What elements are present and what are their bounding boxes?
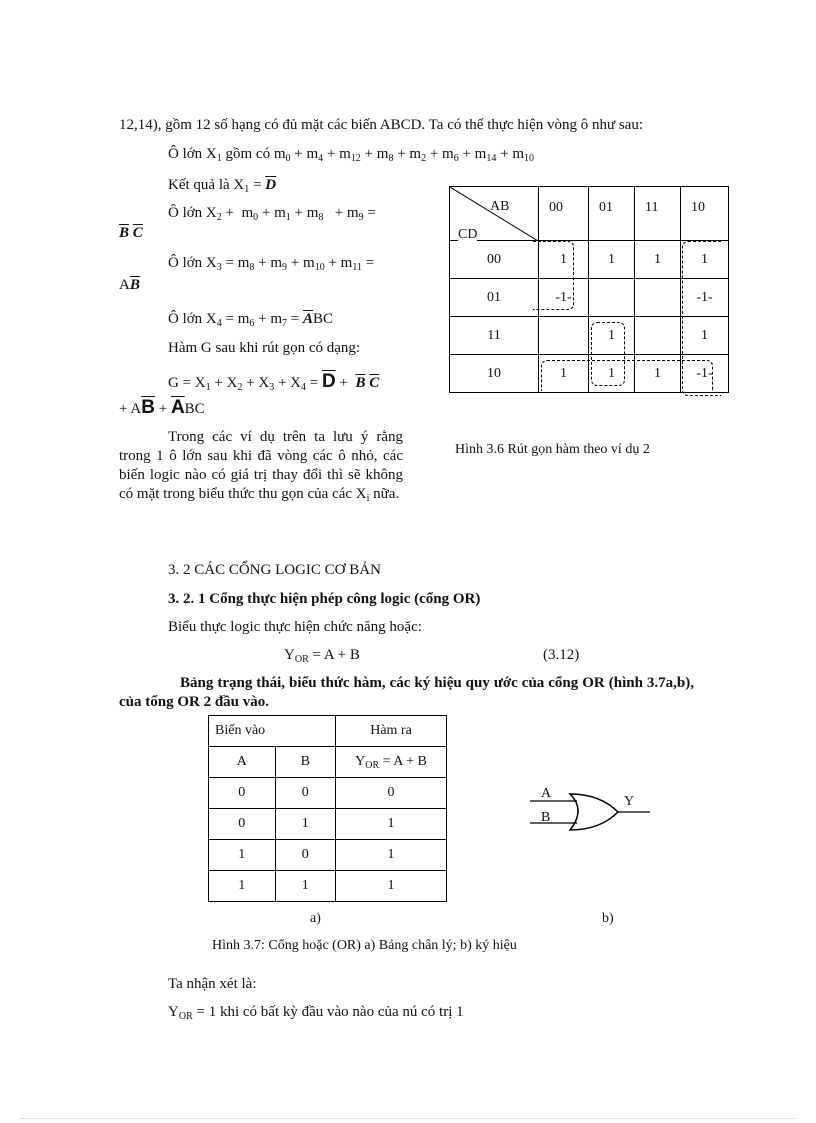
result-line: Kết quả là $X_1 = \overline{D}$	[168, 177, 277, 195]
table-cell: 0	[336, 778, 447, 809]
col-b-header: B	[275, 747, 335, 778]
label-b: b)	[602, 911, 614, 926]
kmap-cell: 1	[589, 355, 635, 393]
kmap-row-header: 10	[450, 355, 539, 393]
col-y-header: $Y_{OR} = A + B$	[336, 747, 447, 778]
inputs-header: Biến vào	[209, 716, 336, 747]
expression-intro: Biểu thực logic thực hiện chức năng hoặc:	[168, 619, 422, 635]
kmap-cell	[635, 279, 681, 317]
subsection-heading: 3. 2. 1 Cổng thực hiện phép công logic (cổng OR)	[168, 591, 481, 607]
remark: Ta nhận xét là:	[168, 976, 257, 992]
final-line: $Y_{OR} = 1$ khi có bất kỳ đầu vào nào của nú có trị 1	[168, 1004, 464, 1022]
gate-input-a: A	[541, 786, 552, 801]
label-a: a)	[310, 911, 321, 926]
kmap-cell: 1	[539, 355, 589, 393]
table-cell: 1	[336, 871, 447, 902]
kmap-cell	[539, 317, 589, 355]
table-cell: 0	[275, 840, 335, 871]
table-cell: 1	[275, 809, 335, 840]
page-bottom-divider	[20, 1118, 796, 1119]
kmap-cell: -1-	[539, 279, 589, 317]
table-cell: 0	[209, 809, 276, 840]
kmap-cell: 1	[635, 355, 681, 393]
x3-line: Ô lớn $X_3 = m_8 + m_9 + m_{10} + m_{11}$ =	[168, 255, 375, 273]
kmap-col-header: 11	[635, 187, 681, 241]
g-intro: Hàm G sau khi rút gọn có dạng:	[168, 340, 361, 356]
gate-input-b: B	[541, 810, 551, 825]
table-cell: 1	[336, 840, 447, 871]
kmap-col-header: 01	[589, 187, 635, 241]
equation-number: (3.12)	[543, 647, 580, 663]
gate-output-y: Y	[624, 794, 635, 809]
table-cell: 0	[275, 778, 335, 809]
kmap-col-header: 00	[539, 187, 589, 241]
kmap-cell	[589, 279, 635, 317]
x2-line: Ô lớn $X_2 + m_0 + m_1 + m_8 + m_9$ =	[168, 205, 376, 223]
kmap-group-loop	[533, 241, 574, 310]
output-header: Hàm ra	[336, 716, 447, 747]
kmap-col-header: 10	[681, 187, 729, 241]
table-cell: 1	[209, 840, 276, 871]
kmap-cell: 1	[589, 317, 635, 355]
kmap-cell: -1-	[681, 279, 729, 317]
x1-line: Ô lớn $X_1$ gồm có $m_0 + m_4 + m_{12} + m_8 + m_2 + m_6 + m_{14} + m_{10}$	[168, 146, 534, 164]
kmap-row-header: 11	[450, 317, 539, 355]
kmap-cell: -1-	[681, 355, 729, 393]
g-equation-cont: + $A\overline{B} + \overline{A}BC$	[119, 397, 205, 418]
figure-3-6-caption: Hình 3.6 Rút gọn hàm theo ví dụ 2	[455, 442, 650, 457]
kmap-row-header: 00	[450, 241, 539, 279]
section-heading: 3. 2 CÁC CỔNG LOGIC CƠ BẢN	[168, 562, 381, 578]
kmap-cell: 1	[539, 241, 589, 279]
table-cell: 1	[209, 871, 276, 902]
note-paragraph: Trong các ví dụ trên ta lưu ý rằng trong 1 ô lớn sau khi đã vòng các ô nhỏ, các biến logic nào có giá trị thay đổi thì sẽ không có mặt trong biểu thức thu gọn của các $X_i$ nữa.	[119, 429, 403, 504]
bold-paragraph: Bảng trạng thái, biểu thức hàm, các ký hiệu quy ước của cổng OR (hình 3.7a,b), của tổng OR 2 đầu vào.	[119, 675, 694, 710]
figure-3-7-caption: Hình 3.7: Cổng hoặc (OR) a) Bảng chân lý; b) ký hiệu	[212, 938, 517, 953]
x2-result: $\overline{B}$ $\overline{C}$	[119, 225, 143, 241]
table-cell: 0	[209, 778, 276, 809]
kmap-cell: 1	[681, 241, 729, 279]
kmap-cell: 1	[681, 317, 729, 355]
x4-line: Ô lớn $X_4 = m_6 + m_7 = \overline{A}BC$	[168, 311, 334, 329]
kmap-corner	[450, 187, 539, 241]
kmap-ab-label: AB	[490, 199, 510, 214]
g-equation: $G = X_1 + X_2 + X_3 + X_4 = \overline{D} + \overline{B}$ $\overline{C}$	[168, 371, 380, 393]
intro-line: 12,14), gồm 12 số hạng có đủ mặt các biến ABCD. Ta có thể thực hiện vòng ô như sau:	[119, 117, 644, 133]
col-a-header: A	[209, 747, 276, 778]
truth-table	[208, 715, 447, 902]
kmap-cell	[635, 317, 681, 355]
table-cell: 1	[275, 871, 335, 902]
or-equation: $Y_{OR} = A + B$	[284, 647, 360, 665]
x3-result: $A\overline{B}$	[119, 277, 140, 293]
kmap-group-loop	[541, 360, 713, 391]
kmap-row-header: 01	[450, 279, 539, 317]
kmap-cell: 1	[635, 241, 681, 279]
kmap-cell: 1	[589, 241, 635, 279]
kmap-cd-label: CD	[458, 227, 478, 242]
table-cell: 1	[336, 809, 447, 840]
